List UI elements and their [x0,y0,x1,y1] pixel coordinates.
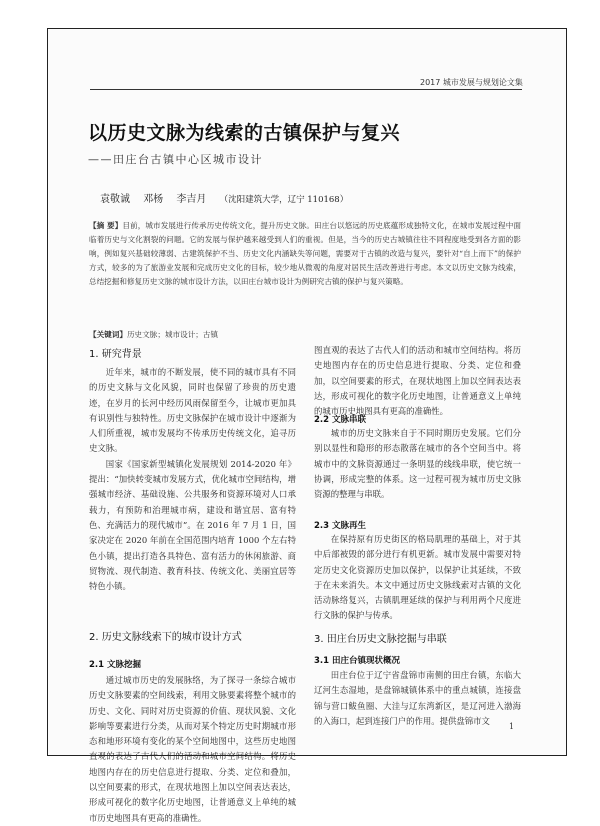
paragraph: 城市的历史文脉来自于不同时期历史发展。它们分别以显性和隐形的形态散落在城市的各个空间当中。将城市中的文脉资源通过一条明显的线线串联，使它统一协调，形成完整的体系。这一过程可视为城市历史文脉资源的整理与串联。 [314,428,521,500]
author-line [100,190,358,205]
running-head: 2017 城市发展与规划论文集 [420,78,523,87]
paragraph: 近年来，城市的不断发展，使不同的城市具有不同的历史文脉与文化风貌，同时也保留了珍贵的历史遗迹，在岁月的长河中经历风雨保留至今，让城市更加具有识别性与独特性。历史文脉保护在城市设计中逐渐为人们所重视，城市发展均不传承历史传统文化，追寻历史文脉。 [89,367,296,454]
abstract-text: 目前，城市发展进行传承历史传统文化，提升历史文脉。田庄台以悠远的历史底蕴形成独特文化，在城市发展过程中面临着历史与文化割裂的问题。它的发展与保护越来越受到人们的重视。但是，当今的历史古城镇往往不同程度地受到各方面的影响，例如复兴基础较薄弱、古建筑保护不当、历史文化内涵缺失等问题，需要对于古镇的改造与复兴，要针对“自上而下”的保护方式，较多的为了旅游业发展和完成历史文化的目标，较少地从微观的角度对居民生活改善进行考虑。本文以历史文脉为线索，总结挖掘和修复历史文脉的城市设计方法，以田庄台城市设计为例研究古镇的保护与复兴策略。 [89,221,521,286]
section-2-2-body [314,426,521,502]
page-number: 1 [509,722,515,731]
subsection-heading-2-1: 2.1 文脉挖掘 [89,660,142,670]
author-name: 李吉月 [176,194,207,205]
paragraph-continued: 图直观的表达了古代人们的活动和城市空间结构。将历史地图内存在的历史信息进行提取、分类、定位和叠加，以空间要素的形式，在现状地图上加以空间表达表达，形成可视化的数字化历史地图，让普通意义上单纯的城市历史地图具有更高的准确性。 [314,345,521,417]
subsection-heading-2-2: 2.2 文脉串联 [314,415,367,425]
paragraph: 田庄台位于辽宁省盘锦市南侧的田庄台镇，东临大辽河生态湿地，是盘锦城镇体系中的重点城镇，连接盘锦与营口鲅鱼圈、大洼与辽东湾新区，是辽河进入渤海的入海口，起到连接门户的作用。提供盘锦市文 [314,670,521,726]
abstract [89,219,521,289]
subsection-heading-2-3: 2.3 文脉再生 [314,521,367,531]
keywords-text: 历史文脉；城市设计；古镇 [126,330,219,339]
section-heading-1: 1. 研究背景 [89,349,142,360]
section-2-1-body [89,673,296,823]
keywords [89,329,218,340]
affiliation: （沈阳建筑大学，辽宁 110168） [219,195,349,205]
abstract-label: 【摘 要】 [89,221,123,230]
right-column-top [314,343,521,419]
section-heading-2: 2. 历史文脉线索下的城市设计方式 [89,632,242,643]
section-2-3-body [314,532,521,624]
paragraph: 国家《国家新型城镇化发展规划 2014-2020 年》提出：“加快转变城市发展方式，优化城市空间结构，增强城市经济、基础设施、公共服务和资源环境对人口承载力，有预防和治理城市病，建设和谐宜居、富有特色、充满活力的现代城市”。在 2016 年 7 月 1 日，国家决定在 2020 年前在全国范围内培育 1000 个左右特色小镇，提出打造各具特色、富有活力的休闲旅游、商贸物流、现代制造、教育科技、传统文化、美丽宜居等特色小镇。 [89,458,296,592]
subsection-heading-3-1: 3.1 田庄台镇现状概况 [314,656,401,666]
article-subtitle: ——田庄台古镇中心区城市设计 [88,153,263,166]
paragraph: 通过城市历史的发展脉络，为了探寻一条综合城市历史文脉要素的空间线索，利用文脉要素将整个城市的历史、文化、同时对历史资源的价值、现状风貌、文化影响等要素进行分类，从而对某个特定历史时期城市形态和地形环境有变化的某个空间地图中，这些历史地图直观的表达了古代人们的活动和城市空间结构。将历史地图内存在的历史信息进行提取、分类、定位和叠加，以空间要素的形式，在现状地图上加以空间表达表达，形成可视化的数字化历史地图，让普通意义上单纯的城市历史地图具有更高的准确性。 [89,675,296,823]
section-3-1-body [314,668,521,730]
keywords-label: 【关键词】 [89,330,127,339]
author-name: 袁敬诚 [100,194,130,205]
header-rule [90,89,522,90]
paragraph: 在保持原有历史街区的格局肌理的基础上，对于其中后部被毁的部分进行有机更新。城市发展中需要对特定历史文化资源历史加以保护，以保护让其延续，不致于在未来消失。本文中通过历史文脉线索对古镇的文化活动脉络复兴，古镇肌理延续的保护与利用两个尺度进行文脉的保护与传承。 [314,534,521,621]
section-heading-3: 3. 田庄台历史文脉挖掘与串联 [314,634,447,645]
author-name: 邓杨 [143,194,164,205]
section-1-body [89,365,296,594]
article-title: 以历史文脉为线索的古镇保护与复兴 [88,122,401,144]
